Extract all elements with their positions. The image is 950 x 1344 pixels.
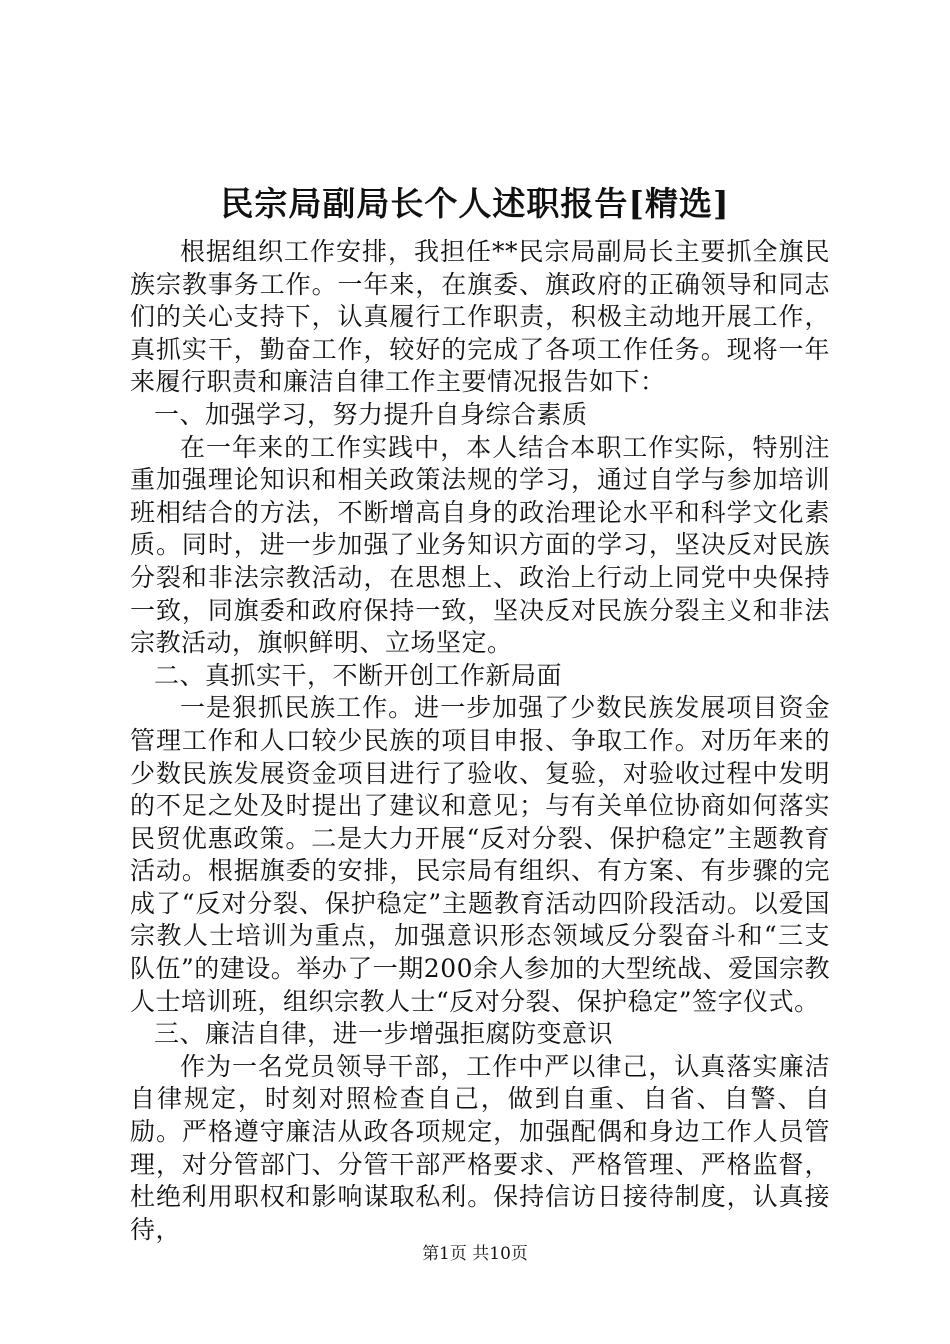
page-number: 第1页 共10页 [422,1244,528,1264]
section-heading: 一、加强学习，努力提升自身综合素质 [154,399,588,429]
document-title: 民宗局副局长个人述职报告[精选] [220,184,730,223]
section-heading: 三、廉洁自律，进一步增强拒腐防变意识 [154,1019,614,1049]
body-paragraph: 在一年来的工作实践中，本人结合本职工作实际，特别注重加强理论知识和相关政策法规的学习，通过自学与参加培训班相结合的方法，不断增高自身的政治理论水平和科学文化素质。同时，进一步加强了业务知识方面的学习，坚决反对民族分裂和非法宗教活动，在思想上、政治上行动上同党中央保持一致，同旗委和政府保持一致，坚决反对民族分裂主义和非法宗教活动，旗帜鲜明、立场坚定。 [130,432,830,658]
body-paragraph: 作为一名党员领导干部，工作中严以律己，认真落实廉洁自律规定，时刻对照检查自己，做到自重、自省、自警、自励。严格遵守廉洁从政各项规定，加强配偶和身边工作人员管理，对分管部门、分管干部严格要求、严格管理、严格监督，杜绝利用职权和影响谋取私利。保持信访日接待制度，认真接待， [130,1051,830,1244]
body-paragraph: 一是狠抓民族工作。进一步加强了少数民族发展项目资金管理工作和人口较少民族的项目申报、争取工作。对历年来的少数民族发展资金项目进行了验收、复验，对验收过程中发明的不足之处及时提出了建议和意见；与有关单位协商如何落实民贸优惠政策。二是大力开展“反对分裂、保护稳定”主题教育活动。根据旗委的安排，民宗局有组织、有方案、有步骤的完成了“反对分裂、保护稳定”主题教育活动四阶段活动。以爱国宗教人士培训为重点，加强意识形态领域反分裂奋斗和“三支队伍”的建设。举办了一期200余人参加的大型统战、爱国宗教人士培训班，组织宗教人士“反对分裂、保护稳定”签字仪式。 [130,693,831,1016]
document-body [130,236,830,1246]
body-paragraph: 根据组织工作安排，我担任**民宗局副局长主要抓全旗民族宗教事务工作。一年来，在旗委、旗政府的正确领导和同志们的关心支持下，认真履行工作职责，积极主动地开展工作，真抓实干，勤奋工作，较好的完成了各项工作任务。现将一年来履行职责和廉洁自律工作主要情况报告如下： [130,237,830,397]
section-heading: 二、真抓实干，不断开创工作新局面 [154,660,563,690]
